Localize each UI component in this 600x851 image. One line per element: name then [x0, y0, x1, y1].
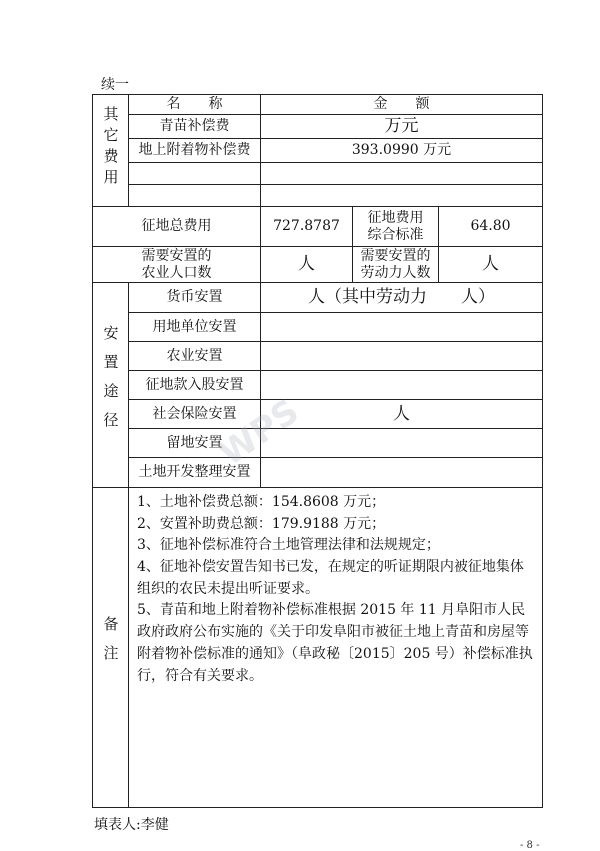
- agri-population-label: 需要安置的 农业人口数: [93, 247, 261, 283]
- land-acquisition-table: [92, 94, 543, 808]
- resettlement-value: [261, 342, 543, 371]
- col-amount-header: 金 额: [261, 95, 543, 115]
- labor-count-label: 需要安置的 劳动力人数: [353, 247, 439, 283]
- standard-label: 征地费用 综合标准: [353, 207, 439, 247]
- continued-label: 续一: [101, 77, 129, 93]
- resettlement-method: 社会保险安置: [129, 400, 261, 429]
- total-cost-value: 727.8787: [261, 207, 353, 247]
- fee-amount: [261, 163, 543, 185]
- remark-line: 4、征地补偿安置告知书已发，在规定的听证期限内被征地集体组织的农民未提出听证要求。: [137, 559, 524, 597]
- resettlement-value: [261, 458, 543, 488]
- fee-name: [129, 185, 261, 207]
- col-name-header: 名 称: [129, 95, 261, 115]
- remark-line: 3、征地补偿标准符合土地管理法律和法规规定；: [137, 537, 440, 554]
- fee-name: 地上附着物补偿费: [129, 139, 261, 163]
- resettlement-method: 农业安置: [129, 342, 261, 371]
- resettlement-method: 土地开发整理安置: [129, 458, 261, 488]
- resettlement-method: 货币安置: [129, 283, 261, 313]
- other-fees-section-label: 其它费用: [93, 95, 129, 207]
- remark-line: 1、土地补偿费总额：154.8608 万元；: [137, 494, 386, 510]
- remarks-content: [129, 488, 543, 808]
- fee-name: 青苗补偿费: [129, 115, 261, 139]
- resettlement-section-label: 安置途径: [93, 283, 129, 488]
- resettlement-value: [261, 313, 543, 342]
- resettlement-value: 人: [261, 400, 543, 429]
- wps-watermark: WPS: [212, 391, 307, 475]
- resettlement-method: 征地款入股安置: [129, 371, 261, 400]
- form-filler: 填表人:李健: [94, 817, 169, 833]
- fee-amount: 393.0990 万元: [261, 139, 543, 163]
- fee-name: [129, 163, 261, 185]
- fee-amount: [261, 185, 543, 207]
- agri-population-value: 人: [261, 247, 353, 283]
- resettlement-method: 用地单位安置: [129, 313, 261, 342]
- resettlement-value: 人（其中劳动力 人）: [261, 283, 543, 313]
- labor-count-value: 人: [439, 247, 543, 283]
- remark-line: 2、安置补助费总额：179.9188 万元；: [137, 515, 386, 532]
- page-number: - 8 -: [520, 840, 540, 851]
- remarks-section-label: 备注: [93, 488, 129, 808]
- total-cost-label: 征地总费用: [93, 207, 261, 247]
- resettlement-method: 留地安置: [129, 429, 261, 458]
- fee-amount: 万元: [261, 115, 543, 139]
- standard-value: 64.80: [439, 207, 543, 247]
- remark-line: 5、青苗和地上附着物补偿标准根据 2015 年 11 月阜阳市人民政府政府公布实施的《关于印发阜阳市被征土地上青苗和房屋等附着物补偿标准的通知》（阜政秘〔2015〕205 号）补偿标准执行，符合有关要求。: [137, 602, 533, 684]
